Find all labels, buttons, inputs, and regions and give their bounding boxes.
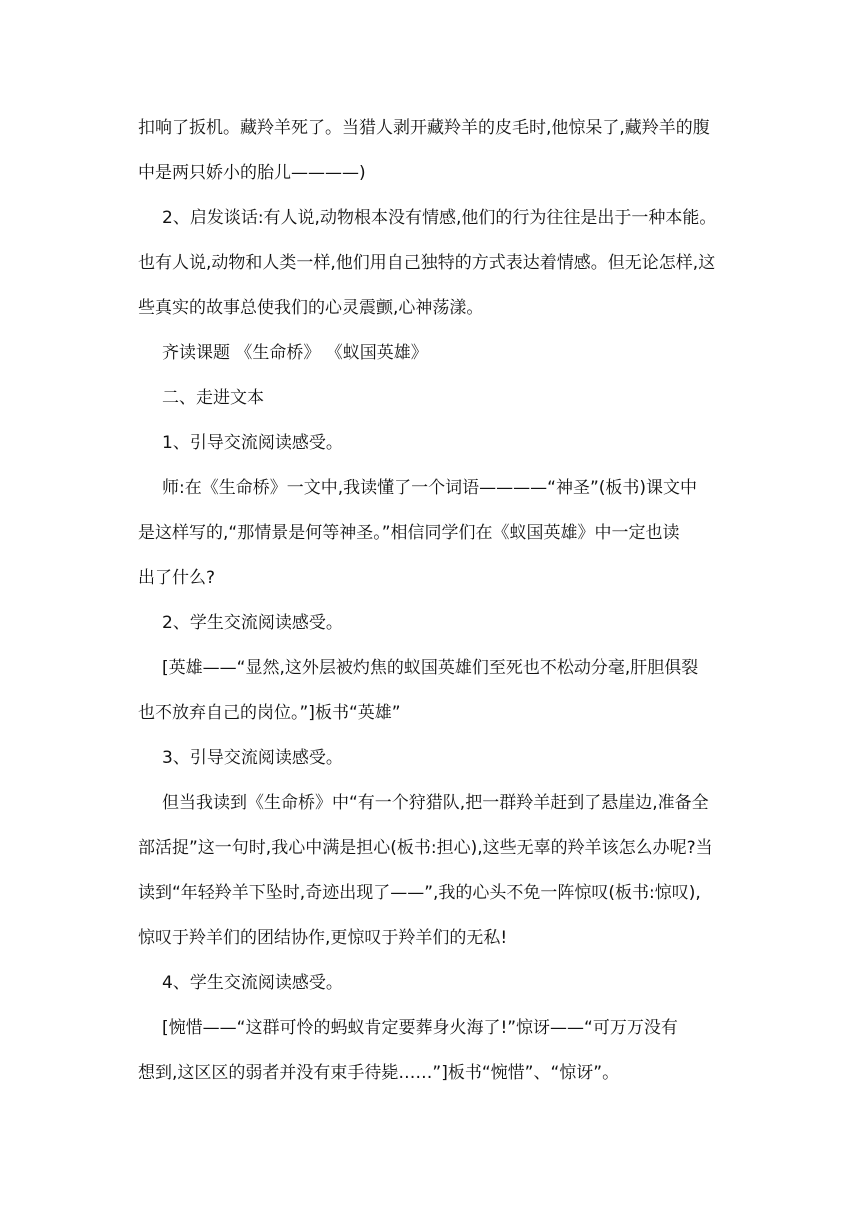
text-line: 部活捉”这一句时,我心中满是担心(板书:担心),这些无辜的羚羊该怎么办呢?当 xyxy=(138,838,713,858)
text-line: 想到,这区区的弱者并没有束手待毙……”]板书“惋惜”、“惊讶”。 xyxy=(138,1063,620,1083)
text-line: 也有人说,动物和人类一样,他们用自己独特的方式表达着情感。但无论怎样,这 xyxy=(138,253,716,273)
paragraph-start: 2、启发谈话:有人说,动物根本没有情感,他们的行为往往是出于一种本能。 xyxy=(162,208,717,228)
text-line: 惊叹于羚羊们的团结协作,更惊叹于羚羊们的无私! xyxy=(138,928,508,948)
paragraph-start: 师:在《生命桥》一文中,我读懂了一个词语————“神圣”(板书)课文中 xyxy=(162,478,698,498)
text-line: 也不放弃自己的岗位。”]板书“英雄” xyxy=(138,703,401,723)
text-line: 中是两只娇小的胎儿————) xyxy=(138,163,366,183)
text-line: 是这样写的,“那情景是何等神圣。”相信同学们在《蚁国英雄》中一定也读 xyxy=(138,523,680,543)
text-line: 扣响了扳机。藏羚羊死了。当猎人剥开藏羚羊的皮毛时,他惊呆了,藏羚羊的腹 xyxy=(138,118,710,138)
paragraph-start: [英雄——“显然,这外层被灼焦的蚁国英雄们至死也不松动分毫,肝胆俱裂 xyxy=(162,658,699,678)
step-heading: 3、引导交流阅读感受。 xyxy=(162,748,343,768)
step-heading: 1、引导交流阅读感受。 xyxy=(162,433,343,453)
lesson-titles: 齐读课题 《生命桥》 《蚁国英雄》 xyxy=(162,343,428,363)
text-line: 些真实的故事总使我们的心灵震颤,心神荡漾。 xyxy=(138,298,484,318)
paragraph-start: [惋惜——“这群可怜的蚂蚁肯定要葬身火海了!”惊讶——“可万万没有 xyxy=(162,1018,678,1038)
step-heading: 2、学生交流阅读感受。 xyxy=(162,613,343,633)
text-line: 读到“年轻羚羊下坠时,奇迹出现了——”,我的心头不免一阵惊叹(板书:惊叹), xyxy=(138,883,701,903)
text-line: 出了什么? xyxy=(138,568,216,588)
section-heading: 二、走进文本 xyxy=(162,388,264,408)
paragraph-start: 但当我读到《生命桥》中“有一个狩猎队,把一群羚羊赶到了悬崖边,准备全 xyxy=(162,793,709,813)
step-heading: 4、学生交流阅读感受。 xyxy=(162,973,343,993)
